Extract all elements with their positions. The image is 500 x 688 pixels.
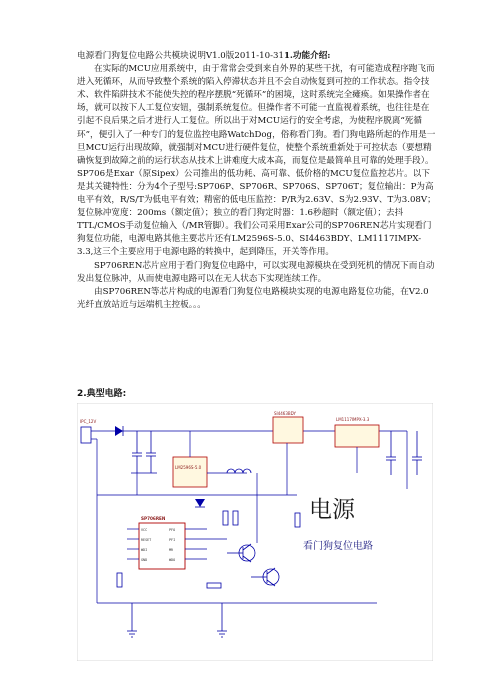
paragraph-2: SP706REN芯片应用于看门狗复位电路中，可以实现电源模块在受到死机的情况下而自动发出复位脉冲，从而使电源电路可以在无人状态下实现连续工作。 xyxy=(77,260,435,284)
power-label: 电源 xyxy=(309,497,355,523)
circuit-frame xyxy=(77,403,433,661)
chip-pin-4: GND xyxy=(141,558,148,562)
watchdog-chip-label: SP706REN xyxy=(141,516,166,521)
regulator-label: LM2596S-5.0 xyxy=(175,465,202,470)
chip-pin-5: PFO xyxy=(169,528,176,532)
chip-pin-1: VCC xyxy=(141,528,148,532)
section2-heading: 2.典型电路: xyxy=(77,389,127,399)
doc-title: 电源看门狗复位电路公共模块说明V1.0版2011-10-31 xyxy=(77,51,284,61)
paragraph-1: 在实际的MCU应用系统中，由于常常会受到来自外界的某些干扰，有可能造成程序跑飞而进入死循环，从而导致整个系统的陷入停滞状态并且不会自动恢复到可控的工作状态。指令技术、软件陷阱技术不能使失控的程序摆脱“死循环”的困境，这时系统完全瘫痪。如果操作者在场，就可以按下人工复位安钮，强制系统复位。但操作者不可能一直监视着系统，也往往是在引起不良后果之后才进行人工复位。所以出于对MCU运行的安全考虑，为使程序脱离“死循环”，便引入了一种专门的复位监控电路WatchDog，俗称看门狗。看门狗电路所起的作用是一旦MCU运行出现故障，就强制对MCU进行硬件复位，使整个系统重新处于可控状态（要想精确恢复到故障之前的运行状态从技术上讲难度大成本高，而复位是最简单且可靠的处理手段）。SP706是Exar（原Sipex）公司推出的低功耗、高可靠、低价格的MCU复位监控芯片。以下是其关键特性：分为4个子型号:SP706P、SP706R、SP706S、SP706T；复位输出：P为高电平有效，R/S/T为低电平有效；精密的低电压监控：P/R为2.63V、S为2.93V、T为3.08V；复位脉冲宽度：200ms（额定值）；独立的看门狗定时器：1.6秒超时（额定值）；去抖TTL/CMOS手动复位输入（/MR管脚）。我们公司采用Exar公司的SP706REN芯片实现看门狗复位功能，电源电路其他主要芯片还有LM2596S-5.0、SI4463BDY、LM1117IMPX-3.3,这三个主要应用于电源电路的转换中，起到降压，开关等作用。 xyxy=(77,64,436,258)
watchdog-reset-label: 看门狗复位电路 xyxy=(303,541,373,552)
connector-label: IPC_12V xyxy=(80,419,97,424)
chip-pin-3: WDI xyxy=(141,548,148,552)
mosfet-label: SI4463BDY xyxy=(274,411,296,416)
paragraph-3: 由SP706REN等芯片构成的电源看门狗复位电路模块实现的电源电路复位功能，在V2.0光纤直放站近与远端机主控板。。。 xyxy=(77,286,429,310)
ldo-label: LM1117IMPX-3.3 xyxy=(336,417,370,422)
chip-pin-2: RESET xyxy=(141,538,152,542)
chip-pin-8: WDO xyxy=(169,558,176,562)
section1-heading: 1.功能介绍: xyxy=(283,51,331,61)
intro-section xyxy=(77,50,437,312)
circuit-diagram xyxy=(77,403,433,661)
title-line xyxy=(77,50,437,63)
chip-pin-6: PFI xyxy=(169,538,176,542)
chip-pin-7: MR xyxy=(169,548,174,552)
